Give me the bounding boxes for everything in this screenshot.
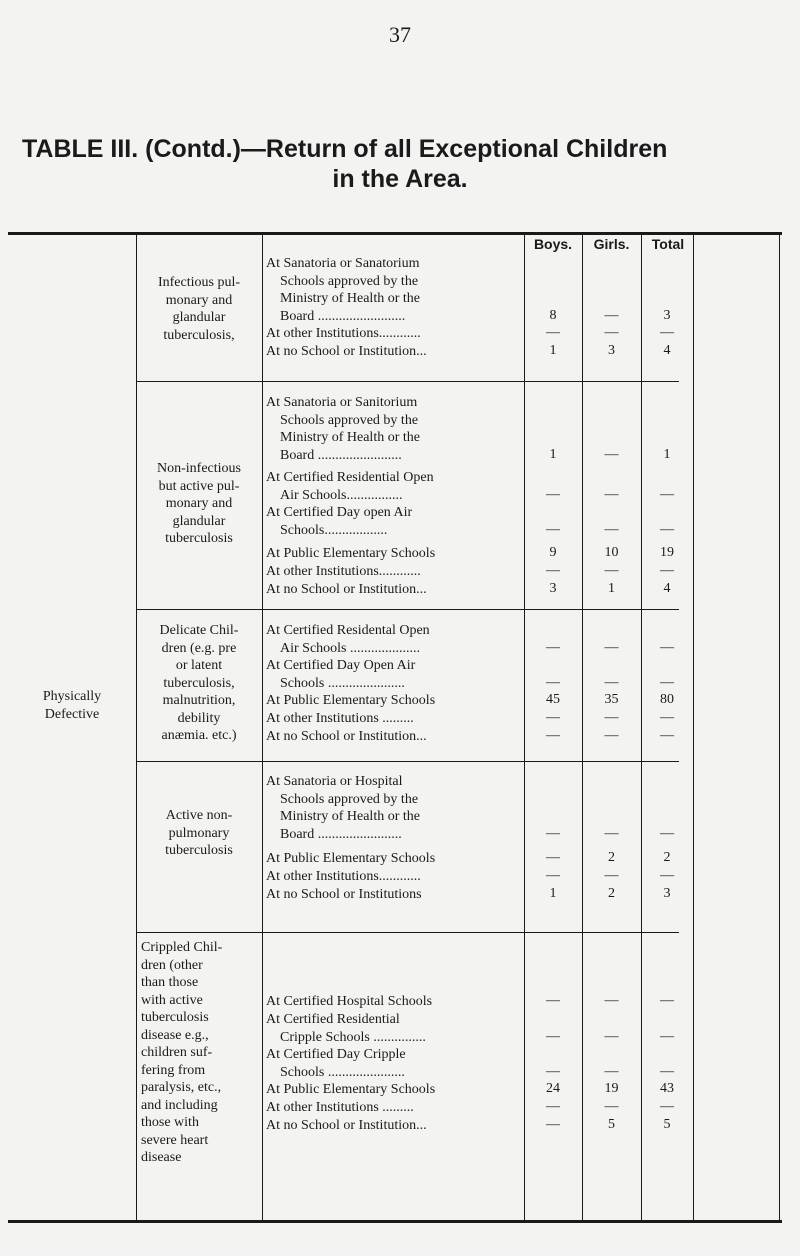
institution-line: Ministry of Health or the: [280, 430, 420, 445]
institution-label: [266, 1117, 522, 1135]
boys-count: —: [546, 728, 560, 743]
boys-count: 8: [549, 307, 557, 323]
header-total: Total: [651, 236, 685, 252]
header-girls: Girls.: [593, 236, 630, 252]
boys-count: 1: [549, 446, 557, 462]
institution-label: [266, 545, 522, 563]
condition-line: and including: [141, 1097, 218, 1113]
condition-line: or latent: [175, 658, 223, 673]
condition-line: Active non-: [165, 808, 233, 823]
boys-count: —: [546, 1099, 560, 1114]
category-label: [8, 688, 136, 723]
institution-line: Board ........................: [280, 826, 402, 842]
boys-count: —: [546, 710, 560, 725]
institution-label: [266, 563, 522, 581]
institution-line: Board ........................: [280, 447, 402, 463]
condition-label: [137, 622, 261, 745]
total-count: —: [660, 325, 674, 340]
girls-count: —: [604, 825, 619, 841]
boys-count: —: [546, 825, 560, 841]
total-count: —: [660, 563, 674, 578]
condition-line: glandular: [172, 513, 226, 529]
institution-line: At Sanatoria or Hospital: [266, 774, 403, 789]
boys-count: —: [546, 325, 560, 340]
institution-label: [266, 622, 522, 657]
girls-count: 1: [608, 581, 615, 596]
total-count: —: [660, 639, 674, 655]
boys-count: —: [546, 674, 560, 690]
girls-count: —: [604, 1063, 619, 1079]
condition-line: pulmonary: [168, 825, 230, 841]
institution-line: At no School or Institution...: [266, 729, 427, 744]
total-count: —: [660, 486, 674, 502]
institution-line: At Certified Day Cripple: [266, 1047, 406, 1062]
institution-line: At Certified Residental Open: [266, 623, 430, 638]
condition-label: [137, 807, 261, 860]
girls-count: —: [604, 993, 619, 1008]
total-count: —: [660, 993, 674, 1008]
boys-count: —: [546, 850, 560, 865]
girls-count: 2: [608, 886, 615, 901]
girls-count: 5: [608, 1117, 615, 1132]
condition-label: [137, 460, 261, 548]
institution-label: [266, 394, 522, 464]
institution-line: Schools ......................: [280, 675, 405, 691]
institution-line: At Certified Hospital Schools: [266, 994, 433, 1009]
condition-line: Delicate Chil-: [159, 623, 239, 638]
condition-line: dren (e.g. pre: [161, 640, 237, 656]
girls-count: —: [604, 307, 619, 323]
page-number: 37: [389, 22, 411, 47]
institution-line: Schools approved by the: [280, 412, 419, 428]
table-title-line-1: TABLE III. (Contd.)—Return of all Exceptional Children: [22, 135, 668, 163]
institution-line: Ministry of Health or the: [280, 291, 420, 306]
girls-count: —: [604, 325, 619, 340]
table-bottom-border: [8, 1220, 782, 1223]
condition-line: tuberculosis: [141, 1010, 209, 1025]
boys-count: 9: [549, 545, 557, 560]
total-count: —: [660, 825, 674, 841]
condition-label: [137, 274, 261, 344]
institution-label: [266, 993, 522, 1011]
institution-label: [266, 728, 522, 746]
girls-count: 2: [608, 850, 615, 865]
total-count: —: [660, 1099, 674, 1114]
institution-label: [266, 850, 522, 868]
institution-line: At Sanatoria or Sanitorium: [266, 395, 418, 410]
category-label-line: Physically: [42, 689, 102, 704]
condition-line: than those: [141, 975, 199, 990]
boys-count: 1: [549, 343, 557, 358]
institution-line: At no School or Institution...: [266, 344, 427, 359]
group-separator: [136, 609, 679, 610]
condition-line: monary and: [165, 292, 233, 308]
boys-count: —: [546, 868, 560, 883]
institution-label: [266, 886, 522, 904]
institution-line: At no School or Institutions: [266, 887, 422, 902]
total-count: 5: [663, 1117, 671, 1132]
institution-line: At other Institutions............: [266, 869, 421, 884]
institution-label: [266, 1011, 522, 1046]
girls-count: 19: [604, 1081, 619, 1096]
total-count: 3: [663, 886, 671, 901]
condition-line: paralysis, etc.,: [141, 1080, 222, 1095]
condition-line: anæmia. etc.): [161, 728, 237, 743]
total-count: —: [660, 710, 674, 725]
institution-label: [266, 581, 522, 599]
girls-count: —: [604, 639, 619, 655]
girls-count: 3: [608, 343, 615, 358]
institution-label: [266, 469, 522, 504]
table-top-border: [8, 232, 782, 235]
institution-line: At Public Elementary Schools: [266, 693, 436, 708]
condition-line: disease e.g.,: [141, 1027, 209, 1043]
condition-line: tuberculosis,: [163, 675, 235, 691]
institution-label: [266, 343, 522, 361]
institution-line: At Certified Residential: [266, 1012, 400, 1027]
institution-line: At Certified Day open Air: [266, 505, 413, 520]
condition-line: glandular: [172, 310, 226, 325]
girls-count: —: [604, 521, 619, 537]
boys-count: —: [546, 1028, 560, 1044]
girls-count: —: [604, 1028, 619, 1044]
condition-line: but active pul-: [158, 478, 240, 494]
girls-count: 10: [604, 545, 619, 560]
institution-line: At Certified Day Open Air: [266, 658, 416, 673]
boys-count: —: [546, 486, 560, 502]
group-separator: [136, 381, 679, 382]
girls-count: —: [604, 486, 619, 502]
boys-count: —: [546, 521, 560, 537]
institution-label: [266, 325, 522, 343]
institution-line: At no School or Institution...: [266, 582, 427, 597]
condition-line: severe heart: [141, 1132, 209, 1148]
condition-line: Crippled Chil-: [141, 940, 223, 955]
institution-label: [266, 1046, 522, 1081]
institution-line: At Sanatoria or Sanatorium: [266, 256, 420, 271]
total-count: —: [660, 674, 674, 690]
boys-count: 24: [546, 1081, 560, 1096]
total-count: 43: [660, 1081, 674, 1096]
condition-line: monary and: [165, 496, 233, 511]
girls-count: —: [604, 728, 619, 743]
boys-count: 3: [549, 581, 557, 596]
header-boys: Boys.: [533, 236, 573, 252]
condition-line: children suf-: [141, 1045, 213, 1060]
boys-count: —: [546, 1117, 560, 1132]
institution-line: At other Institutions............: [266, 326, 421, 341]
condition-label: [137, 939, 261, 1167]
institution-label: [266, 657, 522, 692]
condition-line: fering from: [141, 1062, 206, 1078]
total-count: 2: [663, 850, 671, 865]
condition-line: tuberculosis: [165, 843, 233, 858]
column-rule: [693, 234, 694, 1220]
institution-label: [266, 255, 522, 325]
total-count: 3: [663, 307, 671, 323]
condition-line: debility: [177, 710, 221, 726]
institution-line: Air Schools................: [280, 487, 403, 503]
institution-label: [266, 1099, 522, 1117]
institution-label: [266, 1081, 522, 1099]
institution-line: Schools..................: [280, 522, 388, 538]
institution-line: At Public Elementary Schools: [266, 1082, 436, 1097]
girls-count: —: [604, 1099, 619, 1114]
total-count: 4: [663, 343, 671, 358]
institution-line: Schools ......................: [280, 1064, 405, 1080]
institution-line: At no School or Institution...: [266, 1118, 427, 1133]
condition-line: Non-infectious: [157, 461, 241, 476]
institution-label: [266, 868, 522, 886]
total-count: 19: [660, 545, 674, 560]
condition-line: tuberculosis,: [163, 327, 235, 343]
institution-line: At other Institutions .........: [266, 1100, 414, 1115]
condition-line: with active: [141, 992, 203, 1008]
boys-count: 1: [549, 886, 557, 901]
girls-count: 35: [604, 692, 619, 707]
institution-line: Cripple Schools ...............: [280, 1029, 426, 1045]
condition-line: tuberculosis: [165, 531, 233, 546]
total-count: —: [660, 1028, 674, 1044]
total-count: —: [660, 868, 674, 883]
girls-count: —: [604, 563, 619, 578]
girls-count: —: [604, 710, 619, 725]
total-count: 1: [663, 446, 671, 462]
total-count: —: [660, 1063, 674, 1079]
institution-label: [266, 692, 522, 710]
institution-line: Board .........................: [280, 308, 406, 324]
condition-line: those with: [141, 1115, 199, 1130]
institution-label: [266, 773, 522, 843]
condition-line: disease: [141, 1150, 182, 1165]
category-label-line: Defective: [44, 706, 100, 722]
girls-count: —: [604, 674, 619, 690]
girls-count: —: [604, 446, 619, 462]
institution-line: Schools approved by the: [280, 791, 419, 807]
institution-line: At Certified Residential Open: [266, 470, 434, 485]
boys-count: —: [546, 1063, 560, 1079]
group-separator: [136, 761, 679, 762]
condition-line: malnutrition,: [162, 693, 236, 708]
institution-line: At other Institutions............: [266, 564, 421, 579]
institution-line: At Public Elementary Schools: [266, 851, 436, 866]
institution-line: At other Institutions .........: [266, 711, 414, 726]
table-title-line-2: in the Area.: [332, 165, 468, 193]
total-count: 80: [660, 692, 674, 707]
boys-count: —: [546, 563, 560, 578]
condition-line: Infectious pul-: [157, 275, 241, 290]
institution-line: At Public Elementary Schools: [266, 546, 436, 561]
column-rule: [779, 234, 780, 1220]
boys-count: —: [546, 639, 560, 655]
girls-count: —: [604, 868, 619, 883]
group-separator: [136, 932, 679, 933]
condition-line: dren (other: [141, 957, 203, 973]
institution-line: Schools approved by the: [280, 273, 419, 289]
institution-line: Air Schools ....................: [280, 640, 420, 656]
total-count: 4: [663, 581, 671, 596]
institution-label: [266, 710, 522, 728]
total-count: —: [660, 521, 674, 537]
boys-count: —: [546, 993, 560, 1008]
boys-count: 45: [546, 692, 560, 707]
total-count: —: [660, 728, 674, 743]
institution-line: Ministry of Health or the: [280, 809, 420, 824]
institution-label: [266, 504, 522, 539]
